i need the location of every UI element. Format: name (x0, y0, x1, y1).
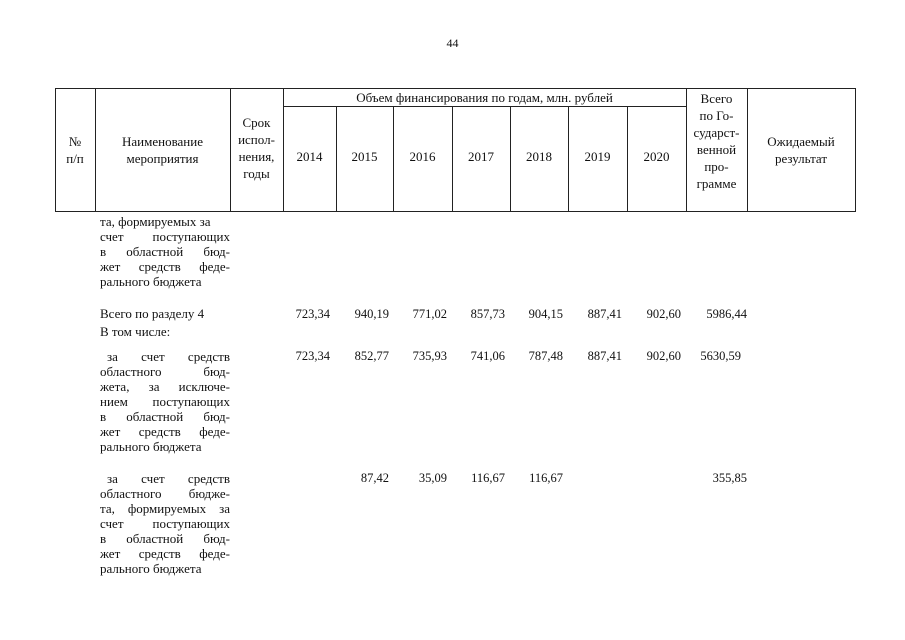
row-name-line: счет поступающих (100, 229, 230, 244)
cell-2016: 771,02 (412, 307, 447, 321)
header-year: 2014 (296, 149, 323, 164)
row-name-line: Всего по разделу 4 (100, 306, 205, 321)
col-divider (855, 88, 856, 212)
header-funding: Объем финансирования по годам, млн. рублей (356, 90, 613, 105)
row-name-line: та, формируемых за (100, 501, 230, 516)
cell-2017: 116,67 (471, 471, 505, 485)
row-name-line: в областной бюд- (100, 531, 230, 546)
cell-2017: 741,06 (470, 349, 505, 363)
row-name-line: нием поступающих (100, 394, 230, 409)
header-year: 2017 (468, 149, 494, 164)
header-bottom-border (55, 211, 856, 212)
cell-total: 355,85 (712, 471, 747, 485)
row-name-line: областного бюд- (100, 364, 230, 379)
row-name-line: рального бюджета (100, 274, 202, 289)
cell-2020: 902,60 (646, 307, 681, 321)
row-name-line: в областной бюд- (100, 244, 230, 259)
row-name-line: жет средств феде- (100, 259, 230, 274)
cell-2019: 887,41 (587, 349, 622, 363)
cell-2016: 35,09 (418, 471, 447, 485)
row-name-line: за счет средств (107, 349, 230, 364)
row-name-line: жета, за исключе- (100, 379, 230, 394)
row-name-line: рального бюджета (100, 561, 202, 576)
row-name-line: жет средств феде- (100, 424, 230, 439)
header-year: 2018 (526, 149, 552, 164)
row-name-line: рального бюджета (100, 439, 202, 454)
row-name-line: за счет средств (107, 471, 230, 486)
row-name-line: счет поступающих (100, 516, 230, 531)
header-year: 2020 (643, 149, 670, 164)
cell-2017: 857,73 (470, 307, 505, 321)
cell-2018: 116,67 (529, 471, 563, 485)
cell-2016: 735,93 (412, 349, 447, 363)
cell-2020: 902,60 (646, 349, 681, 363)
header-year: 2015 (351, 149, 378, 164)
header-year: 2019 (584, 149, 611, 164)
funding-subheader-border (283, 106, 686, 107)
cell-total: 5986,44 (706, 307, 747, 321)
cell-total: 5630,59 (700, 349, 741, 363)
cell-2015: 940,19 (354, 307, 389, 321)
page-number: 44 (446, 36, 459, 50)
header-year: 2016 (409, 149, 436, 164)
header-term: Срок испол- нения, годы (238, 115, 275, 181)
row-name-line: областного бюдже- (100, 486, 230, 501)
cell-2019: 887,41 (587, 307, 622, 321)
cell-2015: 87,42 (360, 471, 389, 485)
header-total: Всего по Го- сударст- венной про- грамме (693, 91, 740, 191)
header-name: Наименование мероприятия (122, 134, 203, 166)
cell-2014: 723,34 (295, 307, 330, 321)
row-name-line: жет средств феде- (100, 546, 230, 561)
header-no: № п/п (66, 134, 84, 166)
row-name-line: в областной бюд- (100, 409, 230, 424)
row-name-line: та, формируемых за (100, 214, 211, 229)
cell-2018: 904,15 (528, 307, 563, 321)
header-result: Ожидаемый результат (767, 134, 835, 166)
cell-2014: 723,34 (295, 349, 330, 363)
row-name-line: В том числе: (100, 324, 171, 339)
cell-2018: 787,48 (528, 349, 563, 363)
cell-2015: 852,77 (354, 349, 389, 363)
